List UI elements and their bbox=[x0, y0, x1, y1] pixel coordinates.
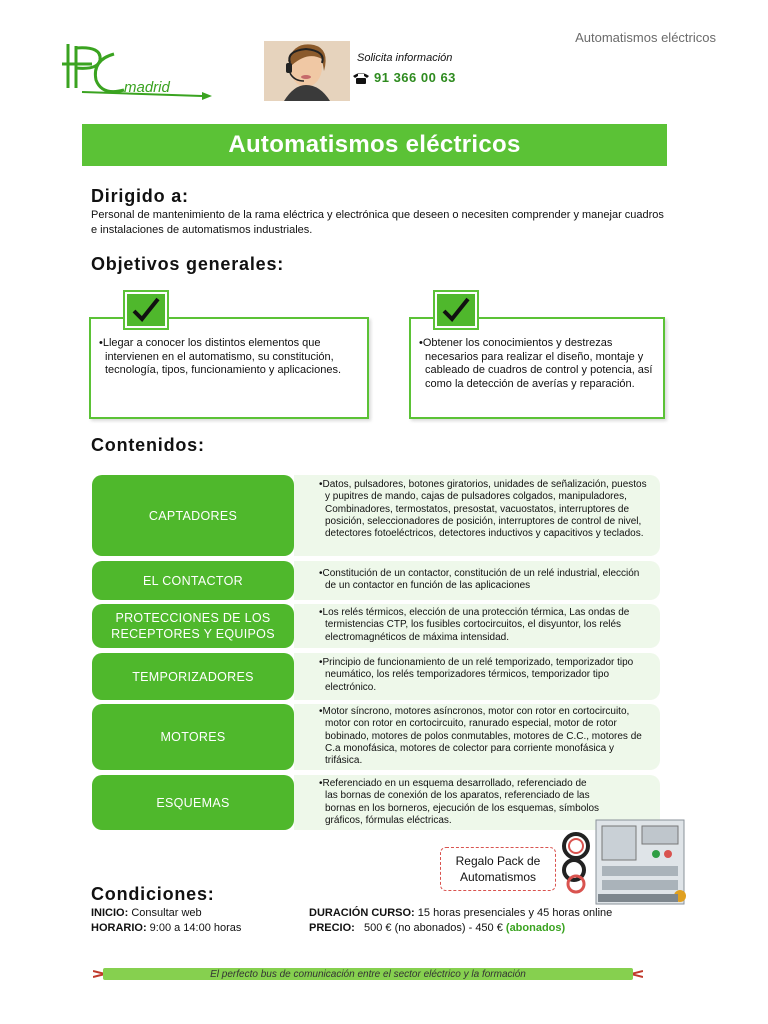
row-label: PROTECCIONES DE LOS RECEPTORES Y EQUIPOS bbox=[92, 604, 294, 648]
checkmark-icon bbox=[123, 290, 169, 330]
gift-pack-badge: Regalo Pack de Automatismos bbox=[440, 847, 556, 891]
contenidos-heading: Contenidos: bbox=[91, 435, 205, 455]
content-row-protecciones bbox=[92, 604, 660, 648]
logo-graphic bbox=[62, 40, 212, 104]
logo-text: madrid bbox=[124, 79, 170, 96]
header-title: Automatismos eléctricos bbox=[575, 30, 716, 45]
phone-icon bbox=[352, 71, 370, 85]
precio-line: PRECIO: 500 € (no abonados) - 450 € (abonados) bbox=[309, 922, 566, 934]
content-row-motores bbox=[92, 704, 660, 770]
page-title: Automatismos eléctricos bbox=[228, 131, 521, 158]
row-label: MOTORES bbox=[92, 704, 294, 770]
footer-text: El perfecto bus de comunicación entre el sector eléctrico y la formación bbox=[103, 968, 633, 980]
content-row-temporizadores bbox=[92, 653, 660, 700]
phone-row[interactable] bbox=[352, 70, 456, 85]
content-row-contactor bbox=[92, 561, 660, 600]
row-description: •Motor síncrono, motores asíncronos, motor con rotor en cortocircuito, motor con rotor en cortocircuito, ranurado especial, motor de rotor bobinado, motores de polos conmutables, motores de C.C., motores de C.a monofásica, motores de colector para corriente monofásica y trifásica. bbox=[294, 704, 660, 770]
row-label: CAPTADORES bbox=[92, 475, 294, 556]
condiciones-heading: Condiciones: bbox=[91, 884, 215, 904]
phone-number[interactable]: 91 366 00 63 bbox=[374, 70, 456, 85]
objective-text-2: •Obtener los conocimientos y destrezas necesarios para realizar el diseño, montaje y cableado de cuadros de control y potencia, así como la detección de averías y reparación. bbox=[419, 337, 653, 390]
title-banner bbox=[82, 124, 667, 166]
checkmark-icon bbox=[433, 290, 479, 330]
footer-cable-banner bbox=[93, 965, 643, 983]
logo bbox=[62, 40, 212, 104]
row-label: TEMPORIZADORES bbox=[92, 653, 294, 700]
objetivos-heading: Objetivos generales: bbox=[91, 254, 285, 274]
row-description: •Principio de funcionamiento de un relé temporizado, temporizador tipo neumático, los relés temporizadores térmicos, temporizador tipo electrónico. bbox=[294, 653, 660, 700]
duracion-line: DURACIÓN CURSO: 15 horas presenciales y 45 horas online bbox=[309, 907, 613, 919]
objective-box-2 bbox=[409, 317, 665, 419]
row-description: •Referenciado en un esquema desarrollado, referenciado de las bornas de conexión de los aparatos, referenciado de las bornas en los borneros, ejecución de los esquemas, símbolos gráficos, fórmulas eléctricas. bbox=[294, 775, 660, 830]
inicio-line: INICIO: Consultar web bbox=[91, 907, 202, 919]
request-info-label: Solicita información bbox=[357, 52, 453, 64]
row-description: •Datos, pulsadores, botones giratorios, unidades de señalización, puestos y pupitres de mando, cajas de pulsadores colgados, manipuladores, Combinadores, termostatos, presostat, vacuostatos, interruptores de posición, seleccionadores de posición, interruptores de control de nivel, detectores fotoeléctricos, detectores inductivos y capacitivos y teclados. bbox=[294, 475, 660, 556]
horario-line: HORARIO: 9:00 a 14:00 horas bbox=[91, 922, 242, 934]
objective-box-1 bbox=[89, 317, 369, 419]
row-description: •Los relés térmicos, elección de una protección térmica, Las ondas de termistencias CTP, los fusibles cortocircuitos, el disyuntor, los relés electromagnéticos de máxima intensidad. bbox=[294, 604, 660, 648]
row-description: •Constitución de un contactor, constitución de un relé industrial, elección de un contactor en función de las aplicaciones bbox=[294, 561, 660, 600]
automation-pack-image bbox=[560, 816, 688, 910]
operator-photo bbox=[264, 41, 350, 101]
dirigido-text: Personal de mantenimiento de la rama eléctrica y electrónica que deseen o necesiten comprender y manejar cuadros e instalaciones de automatismos industriales. bbox=[91, 209, 664, 236]
dirigido-heading: Dirigido a: bbox=[91, 186, 189, 206]
row-label: EL CONTACTOR bbox=[92, 561, 294, 600]
row-label: ESQUEMAS bbox=[92, 775, 294, 830]
objective-text-1: •Llegar a conocer los distintos elementos que intervienen en el automatismo, su constitución, tecnología, tipos, funcionamiento y aplicaciones. bbox=[99, 337, 342, 376]
content-row-captadores bbox=[92, 475, 660, 556]
